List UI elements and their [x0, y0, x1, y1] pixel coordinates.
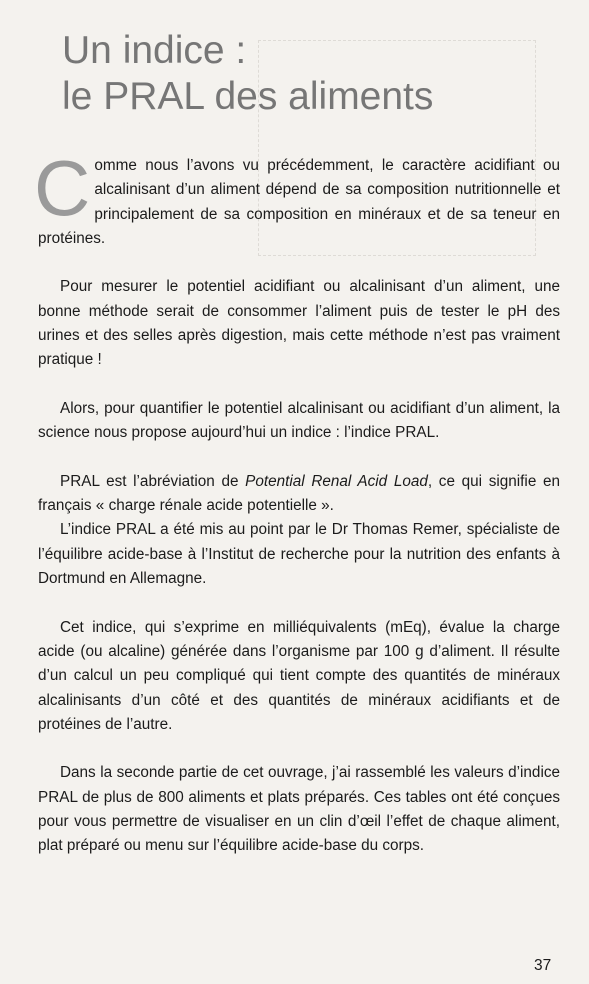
paragraph-abbreviation — [38, 470, 560, 519]
drop-cap: C — [34, 144, 91, 232]
paragraph-units: Cet indice, qui s’exprime en milliéquivalents (mEq), évalue la charge acide (ou alcaline) générée dans l’organisme par 100 g d’aliment. Il résulte d’un calcul un peu compliqué qui tient compte des quantités de minéraux alcalinisants d’un côté et des quantités de minéraux acidifiants et de protéines de l’autre. — [38, 618, 560, 733]
paragraph-measure: Pour mesurer le potentiel acidifiant ou alcalinisant d’un aliment, une bonne méthode serait de consommer l’aliment puis de tester le pH des urines et des selles après digestion, mais cette méthode n’est pas vraiment pratique ! — [38, 278, 560, 369]
body-text — [34, 144, 561, 859]
abbreviation-lead: PRAL est l’abréviation de — [60, 472, 246, 490]
paragraph-intro-text: omme nous l’avons vu précédemment, le caractère acidifiant ou alcalinisant d’un aliment dépend de sa composition nutritionnelle et principalement de sa composition en minéraux et de sa teneur en protéines. — [38, 157, 560, 247]
abbreviation-term: Potential Renal Acid Load — [245, 472, 428, 490]
paragraph-tables: Dans la seconde partie de cet ouvrage, j’ai rassemblé les valeurs d’indice PRAL de plus de 800 aliments et plats préparés. Ces tables ont été conçues pour vous permettre de visualiser en un clin d’œil l’effet de chaque aliment, plat préparé ou menu sur l’équilibre acide-base du corps. — [38, 764, 560, 855]
page-title — [62, 28, 433, 120]
paragraph-intro — [34, 144, 560, 251]
paragraph-quantify: Alors, pour quantifier le potentiel alcalinisant ou acidifiant d’un aliment, la science nous propose aujourd’hui un indice : l’indice PRAL. — [38, 399, 560, 442]
abbreviation-tail: , ce qui signifie en français « charge rénale acide potentielle ». — [38, 472, 561, 515]
paragraph-origin: L’indice PRAL a été mis au point par le Dr Thomas Remer, spécialiste de l’équilibre acide-base à l’Institut de recherche pour la nutrition des enfants à Dortmund en Allemagne. — [38, 521, 560, 588]
page-number: 37 — [534, 957, 552, 974]
page-title-line-1: Un indice : — [62, 29, 247, 72]
page-title-line-2: le PRAL des aliments — [62, 75, 434, 118]
